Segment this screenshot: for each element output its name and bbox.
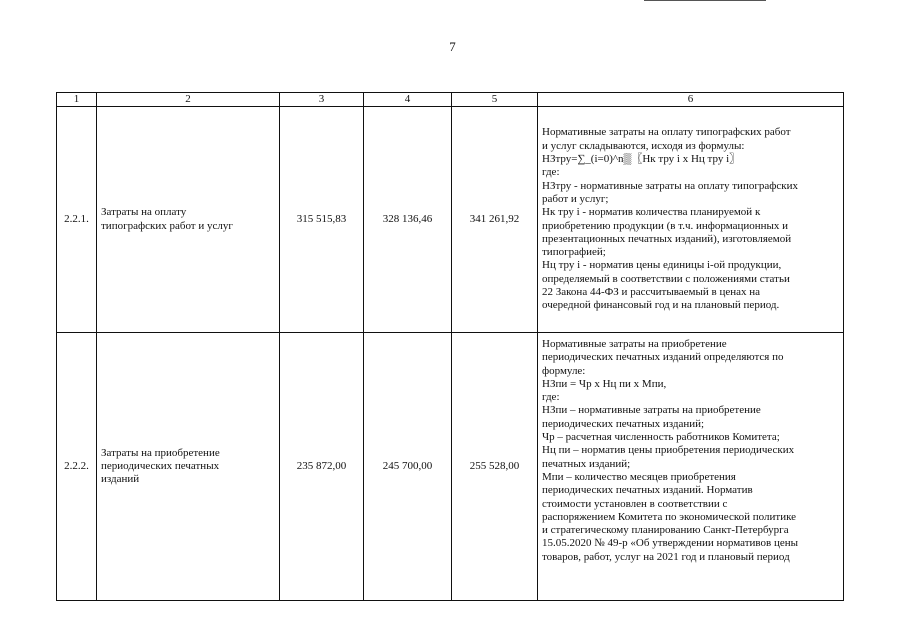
description-line: и стратегическому планированию Санкт-Петербурга [542, 524, 789, 537]
row-description [538, 107, 844, 333]
row-description [538, 333, 844, 601]
description-line: 15.05.2020 № 49-р «Об утверждении нормативов цены [542, 537, 799, 550]
description-line: формуле: [542, 364, 586, 377]
row-value-3: 255 528,00 [452, 333, 538, 601]
description-line: Мпи – количество месяцев приобретения [542, 470, 736, 483]
description-line: Нц пи – норматив цены приобретения периодических [542, 444, 795, 457]
row-code: 2.2.2. [57, 333, 97, 601]
description-line: НЗпи – нормативные затраты на приобретение [542, 404, 761, 417]
description-line: НЗтру=∑_(i=0)^n▒〖Нк тру i x Нц тру i〗 [542, 153, 741, 166]
header-row [57, 93, 844, 107]
description-line: работ и услуг; [542, 192, 609, 205]
description-line: периодических печатных изданий; [542, 417, 705, 430]
description-line: где: [542, 391, 560, 404]
header-cell: 3 [280, 93, 364, 107]
description-line: товаров, работ, услуг на 2021 год и плановый период [542, 550, 790, 563]
top-rule [644, 0, 766, 2]
header-cell: 4 [364, 93, 452, 107]
description-line: Нк тру i - норматив количества планируемой к [542, 206, 761, 219]
description-line: печатных изданий; [542, 457, 631, 470]
description-line: НЗпи = Чр х Нц пи х Мпи, [542, 377, 667, 390]
description-line: стоимости установлен в соответствии с [542, 497, 728, 510]
description-line: распоряжением Комитета по экономической политике [542, 510, 797, 523]
description-line: периодических печатных изданий. Норматив [542, 484, 753, 497]
description-line: приобретению продукции (в т.ч. информационных и [542, 219, 789, 232]
description-line: 22 Закона 44-ФЗ и рассчитываемый в ценах на [542, 285, 761, 298]
description-line: Нормативные затраты на приобретение [542, 338, 727, 350]
description-line: где: [542, 166, 560, 179]
description-line: очередной финансовый год и на плановый период. [542, 299, 780, 312]
description-line: презентационных печатных изданий), изготовляемой [542, 232, 792, 245]
header-cell: 1 [57, 93, 97, 107]
page-number: 7 [449, 39, 456, 54]
row-name-line: Затраты на приобретение [101, 446, 220, 459]
row-value-3: 341 261,92 [452, 107, 538, 333]
cost-table [56, 92, 844, 601]
header-cell: 2 [97, 93, 280, 107]
row-value-1: 235 872,00 [280, 333, 364, 601]
row-name-line: типографских работ и услуг [101, 219, 233, 232]
description-line: типографией; [542, 246, 606, 259]
description-line: периодических печатных изданий определяются по [542, 351, 784, 364]
row-name-line: изданий [101, 473, 140, 486]
description-line: определяемый в соответствии с положениями статьи [542, 272, 790, 285]
row-value-1: 315 515,83 [280, 107, 364, 333]
description-line: Нц тру i - норматив цены единицы i-ой продукции, [542, 259, 782, 272]
header-cell: 5 [452, 93, 538, 107]
row-value-2: 328 136,46 [364, 107, 452, 333]
row-name-line: периодических печатных [101, 459, 220, 472]
header-cell: 6 [538, 93, 844, 107]
description-line: НЗтру - нормативные затраты на оплату типографских [542, 179, 798, 192]
row-name [97, 333, 280, 601]
description-line: Чр – расчетная численность работников Комитета; [542, 431, 780, 444]
table-row [57, 107, 844, 333]
table-row [57, 333, 844, 601]
description-line: Нормативные затраты на оплату типографских работ [542, 126, 791, 139]
row-value-2: 245 700,00 [364, 333, 452, 601]
description-line: и услуг складываются, исходя из формулы: [542, 139, 745, 152]
row-name [97, 107, 280, 333]
row-code: 2.2.1. [57, 107, 97, 333]
row-name-line: Затраты на оплату [101, 206, 187, 219]
